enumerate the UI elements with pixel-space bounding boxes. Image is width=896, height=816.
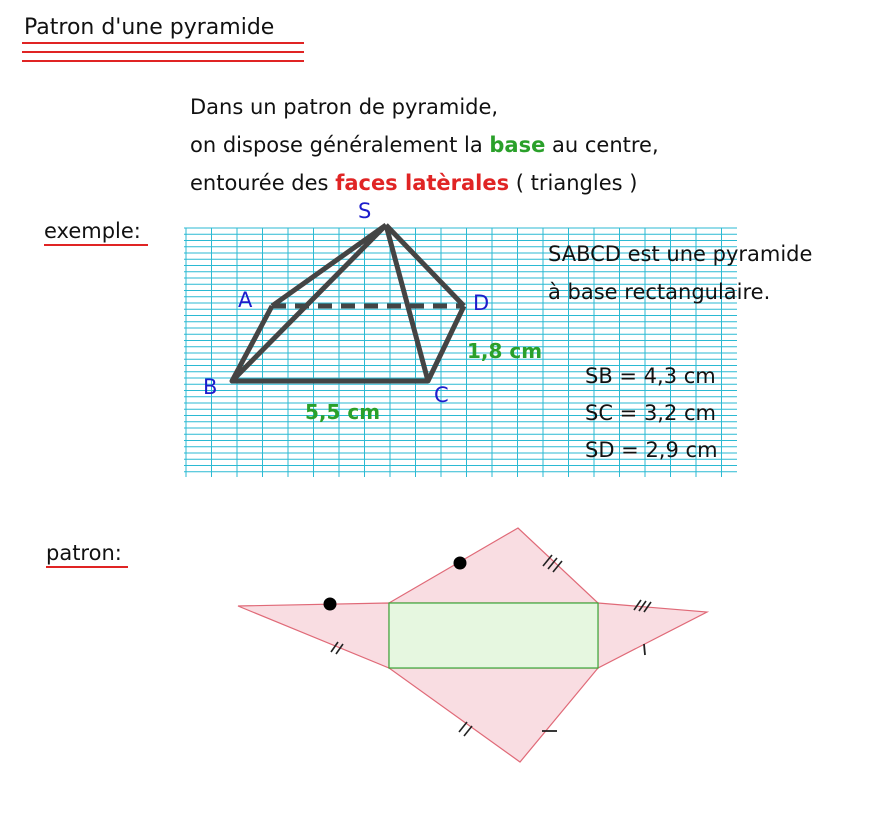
- measure-SD: SD = 2,9 cm: [585, 438, 718, 462]
- highlight-faces: faces latèrales: [335, 171, 510, 195]
- net-base-rectangle: [389, 603, 598, 668]
- vertex-B-label: B: [203, 375, 218, 399]
- description-line-1: SABCD est une pyramide: [548, 242, 813, 266]
- description-line-2: à base rectangulaire.: [548, 280, 771, 304]
- net-face-top: [389, 528, 598, 603]
- net-face-bottom: [389, 668, 598, 762]
- net-face-right: [598, 603, 707, 668]
- intro-line-2-end: au centre,: [545, 133, 659, 157]
- pattern-label: patron:: [46, 541, 122, 565]
- width-dimension: 1,8 cm: [467, 339, 543, 363]
- mark-dot-left: [324, 598, 337, 611]
- example-label: exemple:: [44, 219, 141, 243]
- intro-line-1: Dans un patron de pyramide,: [190, 95, 499, 119]
- measure-SB: SB = 4,3 cm: [585, 364, 716, 388]
- measure-SC: SC = 3,2 cm: [585, 401, 717, 425]
- intro-line-2-start: on dispose généralement la: [190, 133, 490, 157]
- vertex-S-label: S: [358, 199, 372, 223]
- intro-line-3-start: entourée des: [190, 171, 336, 195]
- edge-measures: [585, 358, 718, 469]
- intro-line-3-end: ( triangles ): [509, 171, 638, 195]
- vertex-D-label: D: [473, 291, 490, 315]
- vertex-C-label: C: [434, 383, 449, 407]
- vertex-A-label: A: [238, 288, 253, 312]
- mark-dot-top: [454, 557, 467, 570]
- net-face-left: [238, 603, 389, 668]
- pyramid-description: [548, 235, 812, 311]
- highlight-base: base: [489, 133, 546, 157]
- length-dimension: 5,5 cm: [305, 400, 381, 424]
- page-title: Patron d'une pyramide: [24, 15, 275, 40]
- mark-single-right: [644, 644, 645, 655]
